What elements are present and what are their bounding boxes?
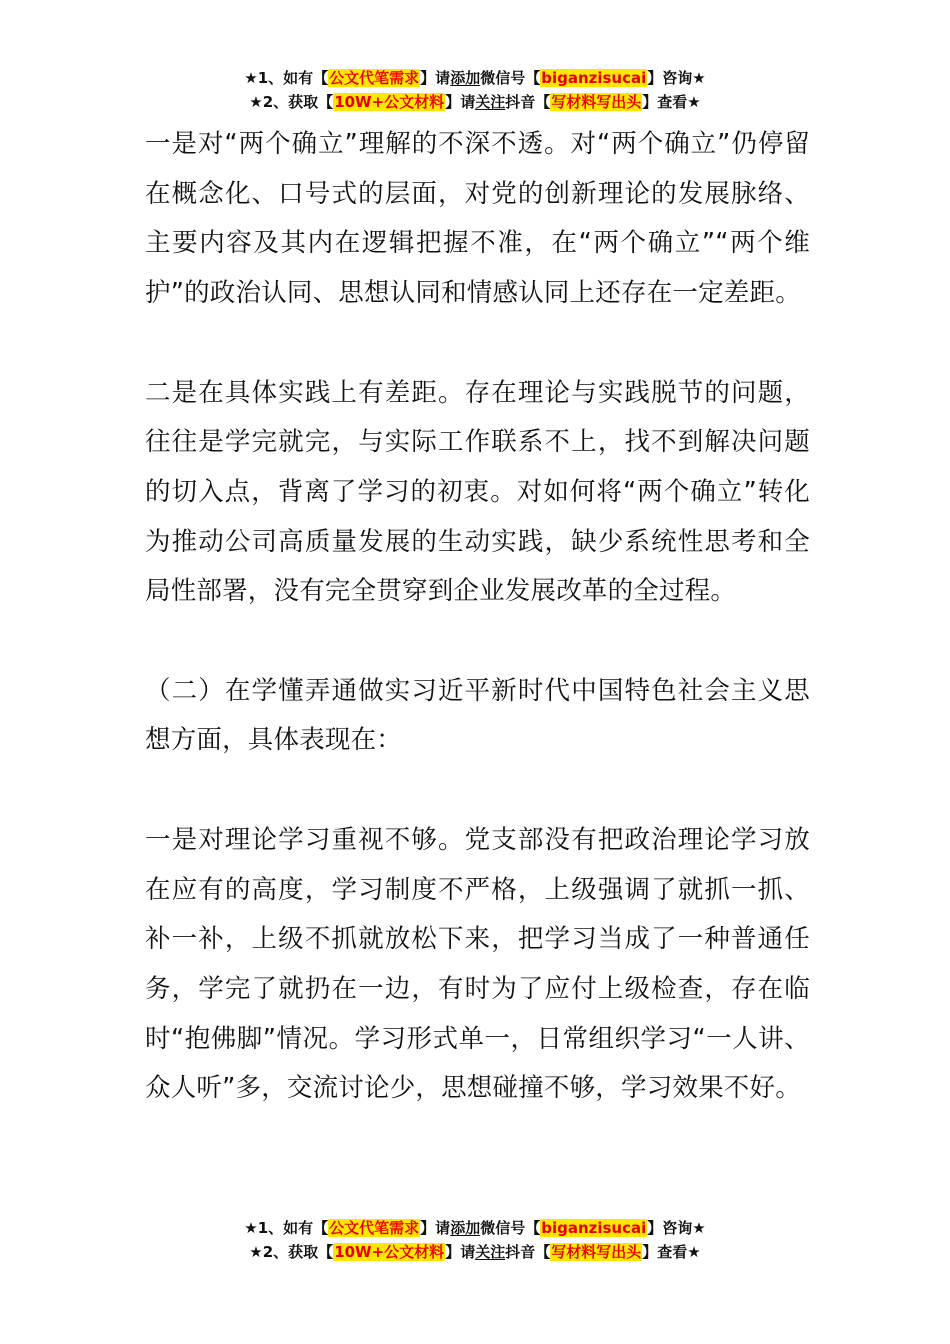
banner-text: 微信号【 — [480, 1219, 541, 1237]
paragraph-2: 二是在具体实践上有差距。存在理论与实践脱节的问题，往往是学完就完，与实际工作联系不上，找不到解决问题的切入点，背离了学习的初衷。对如何将“两个确立”转化为推动公司高质量发展的生动实践，缺少系统性思考和全局性部署，没有完全贯穿到企业发展改革的全过程。 — [145, 377, 810, 607]
banner-text: 】请 — [445, 93, 476, 111]
paragraph-1: 一是对“两个确立”理解的不深不透。对“两个确立”仍停留在概念化、口号式的层面，对党的创新理论的发展脉络、主要内容及其内在逻辑把握不准，在“两个确立”“两个维护”的政治认同、思想认同和情感认同上还存在一定差距。 — [145, 129, 810, 309]
banner-text: 】咨询★ — [647, 1219, 706, 1237]
header-banner — [0, 66, 950, 114]
underlined-text: 关注 — [475, 93, 506, 111]
banner-line-2 — [0, 90, 950, 114]
banner-text: 抖音【 — [505, 1243, 551, 1261]
underlined-text: 关注 — [475, 1243, 506, 1261]
douyin-id-highlight: 写材料写出头 — [551, 93, 642, 111]
banner-text: ★1、如有【 — [244, 69, 329, 87]
wechat-id-highlight: biganzisucai — [541, 1219, 647, 1237]
banner-text: 】请 — [445, 1243, 476, 1261]
banner-text: ★2、获取【 — [249, 1243, 334, 1261]
section-heading: （二）在学懂弄通做实习近平新时代中国特色社会主义思想方面，具体表现在： — [145, 675, 810, 756]
document-body — [145, 120, 810, 1114]
banner-text: ★1、如有【 — [244, 1219, 329, 1237]
banner-line-1 — [0, 66, 950, 90]
banner-text: 微信号【 — [480, 69, 541, 87]
banner-text: 】咨询★ — [647, 69, 706, 87]
highlight-text: 公文代笔需求 — [329, 1219, 420, 1237]
paragraph-spacer — [145, 319, 810, 369]
banner-text: 】查看★ — [642, 93, 701, 111]
paragraph-spacer — [145, 766, 810, 816]
highlight-text: 10W+公文材料 — [334, 1243, 445, 1261]
paragraph-3: 一是对理论学习重视不够。党支部没有把政治理论学习放在应有的高度，学习制度不严格，上级强调了就抓一抓、补一补，上级不抓就放松下来，把学习当成了一种普通任务，学完了就扔在一边，有时为了应付上级检查，存在临时“抱佛脚”情况。学习形式单一，日常组织学习“一人讲、众人听”多，交流讨论少，思想碰撞不够，学习效果不好。 — [145, 824, 810, 1104]
highlight-text: 10W+公文材料 — [334, 93, 445, 111]
wechat-id-highlight: biganzisucai — [541, 69, 647, 87]
banner-text: 】请 — [420, 1219, 451, 1237]
paragraph-spacer — [145, 617, 810, 667]
banner-line-2 — [0, 1240, 950, 1264]
footer-banner — [0, 1216, 950, 1264]
highlight-text: 公文代笔需求 — [329, 69, 420, 87]
underlined-text: 添加 — [450, 69, 481, 87]
banner-text: 】查看★ — [642, 1243, 701, 1261]
banner-text: 】请 — [420, 69, 451, 87]
underlined-text: 添加 — [450, 1219, 481, 1237]
banner-text: ★2、获取【 — [249, 93, 334, 111]
douyin-id-highlight: 写材料写出头 — [551, 1243, 642, 1261]
banner-line-1 — [0, 1216, 950, 1240]
banner-text: 抖音【 — [505, 93, 551, 111]
